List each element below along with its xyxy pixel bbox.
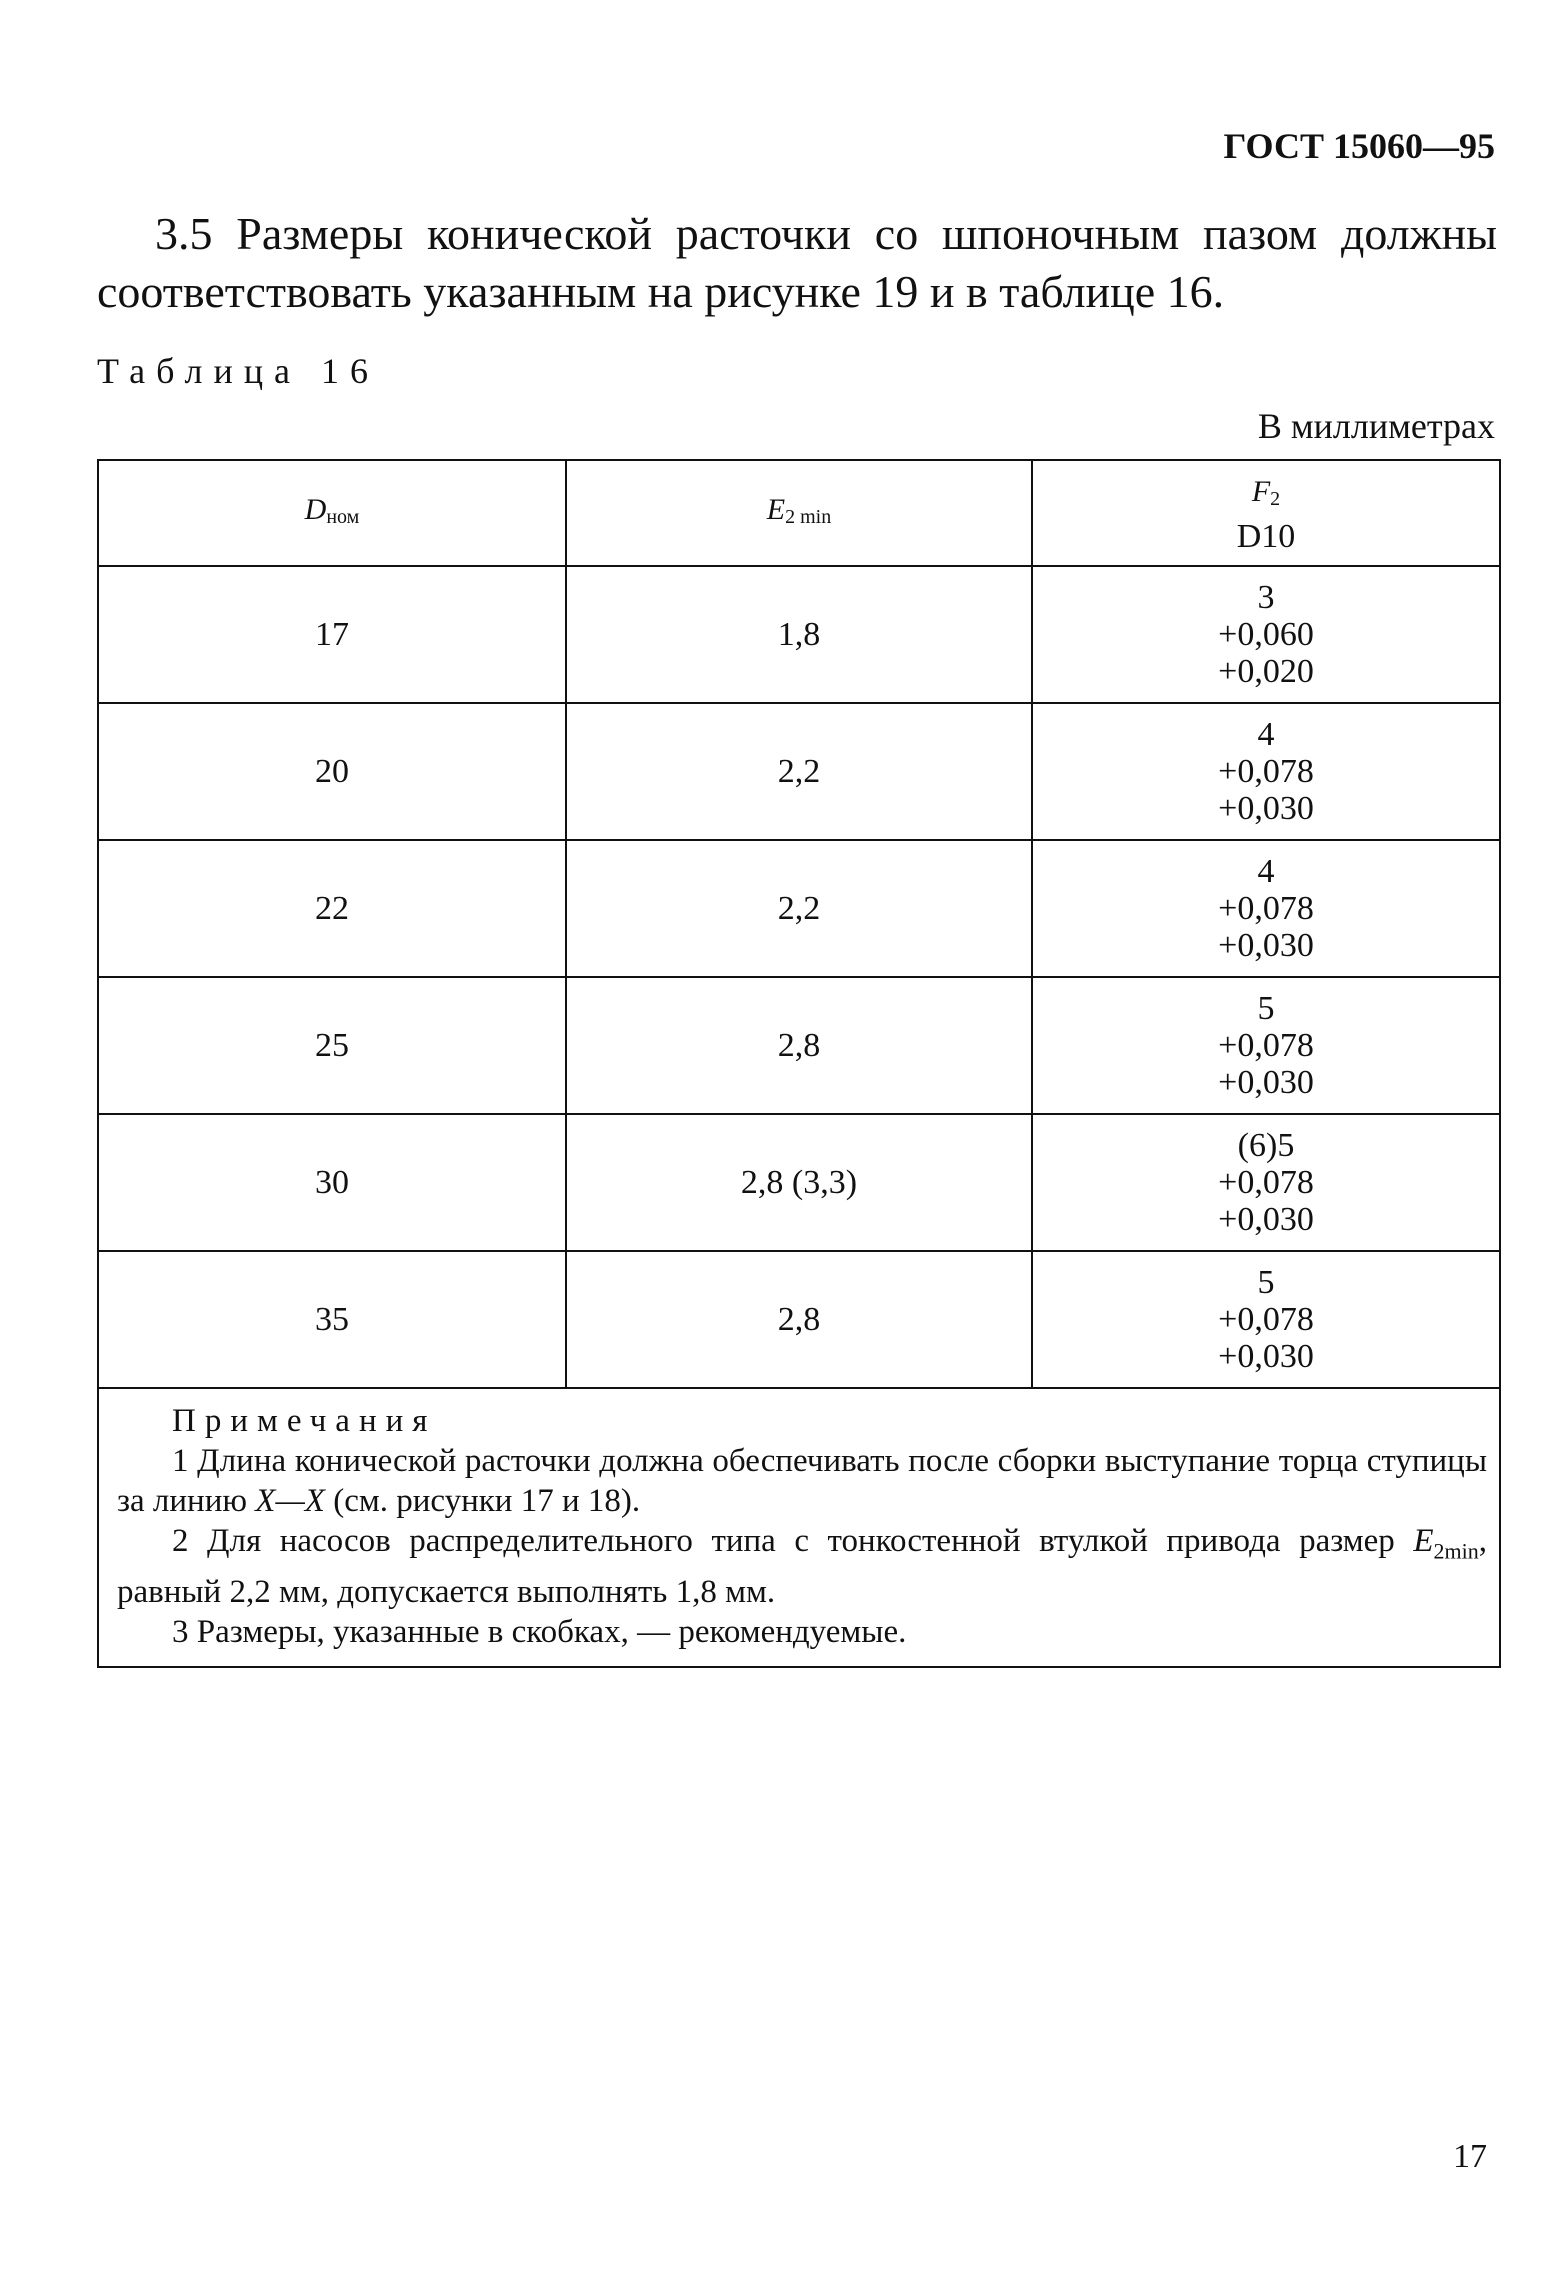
header-d-subscript: ном [326, 506, 360, 528]
cell-e2-min: 1,8 [566, 566, 1032, 703]
note-1-symbol: X—X [255, 1483, 325, 1519]
header-e-symbol: E [766, 493, 786, 526]
f2-nominal: 4 [1257, 853, 1275, 890]
intro-line-2: соответствовать указанным на рисунке 19 и в таблице 16. [97, 266, 1225, 317]
table-row [98, 1251, 1500, 1388]
note-2-text-b: , равный 2,2 мм, допускается выполнять 1,8 мм. [117, 1523, 1487, 1610]
cell-e2-min: 2,2 [566, 840, 1032, 977]
cell-f2 [1032, 1251, 1500, 1388]
f2-upper-deviation: +0,060 [1218, 616, 1314, 653]
note-1-text-b: (см. рисунки 17 и 18). [324, 1483, 641, 1519]
f2-lower-deviation: +0,030 [1218, 1064, 1314, 1101]
header-f2 [1032, 460, 1500, 566]
cell-d-nom: 30 [98, 1114, 566, 1251]
header-f-tolerance: D10 [1236, 517, 1296, 555]
f2-nominal: (6)5 [1237, 1127, 1295, 1164]
f2-lower-deviation: +0,020 [1218, 653, 1314, 690]
table-row [98, 840, 1500, 977]
cell-e2-min: 2,8 [566, 977, 1032, 1114]
table-title: Таблица 16 [97, 351, 379, 391]
f2-nominal: 5 [1257, 990, 1275, 1027]
cell-d-nom: 20 [98, 703, 566, 840]
notes-title: Примечания [172, 1403, 437, 1439]
intro-paragraph [97, 205, 1497, 321]
table-row [98, 977, 1500, 1114]
notes-row [98, 1388, 1500, 1667]
cell-f2 [1032, 703, 1500, 840]
f2-nominal: 4 [1257, 716, 1275, 753]
intro-line-1: 3.5 Размеры конической расточки со шпоночным пазом должны [155, 208, 1497, 259]
cell-d-nom: 17 [98, 566, 566, 703]
document-code: ГОСТ 15060—95 [1223, 126, 1495, 166]
f2-lower-deviation: +0,030 [1218, 1201, 1314, 1238]
cell-e2-min: 2,8 [566, 1251, 1032, 1388]
header-f-subscript: 2 [1270, 487, 1281, 510]
cell-f2 [1032, 566, 1500, 703]
cell-f2 [1032, 1114, 1500, 1251]
table-row [98, 703, 1500, 840]
f2-nominal: 5 [1257, 1264, 1275, 1301]
f2-nominal: 3 [1257, 579, 1275, 616]
notes-cell [98, 1388, 1500, 1667]
cell-d-nom: 22 [98, 840, 566, 977]
f2-lower-deviation: +0,030 [1218, 790, 1314, 827]
note-1-text-a: 1 Длина конической расточки должна обеспечивать после сборки выступание торца ступицы за линию [117, 1443, 1487, 1519]
cell-f2 [1032, 977, 1500, 1114]
page-number: 17 [1453, 2138, 1487, 2175]
note-2 [117, 1521, 1487, 1612]
f2-upper-deviation: +0,078 [1218, 1301, 1314, 1338]
note-2-subscript: 2min [1433, 1538, 1479, 1564]
note-2-text-a: 2 Для насосов распределительного типа с тонкостенной втулкой привода размер [172, 1523, 1414, 1559]
header-f-symbol: F [1251, 474, 1271, 508]
note-2-symbol: E [1413, 1523, 1434, 1559]
table-row [98, 1114, 1500, 1251]
header-e2-min [566, 460, 1032, 566]
f2-lower-deviation: +0,030 [1218, 1338, 1314, 1375]
cell-e2-min: 2,8 (3,3) [566, 1114, 1032, 1251]
cell-d-nom: 35 [98, 1251, 566, 1388]
cell-f2 [1032, 840, 1500, 977]
header-d-nom [98, 460, 566, 566]
dimensions-table [97, 459, 1501, 1668]
note-3: 3 Размеры, указанные в скобках, — рекомендуемые. [172, 1613, 907, 1650]
units-label: В миллиметрах [1257, 406, 1495, 446]
f2-upper-deviation: +0,078 [1218, 753, 1314, 790]
note-1 [117, 1441, 1487, 1521]
cell-d-nom: 25 [98, 977, 566, 1114]
f2-upper-deviation: +0,078 [1218, 890, 1314, 927]
f2-lower-deviation: +0,030 [1218, 927, 1314, 964]
table-header-row [98, 460, 1500, 566]
f2-upper-deviation: +0,078 [1218, 1164, 1314, 1201]
table-row [98, 566, 1500, 703]
header-d-symbol: D [304, 493, 327, 526]
f2-upper-deviation: +0,078 [1218, 1027, 1314, 1064]
cell-e2-min: 2,2 [566, 703, 1032, 840]
header-e-subscript: 2 min [785, 506, 832, 528]
